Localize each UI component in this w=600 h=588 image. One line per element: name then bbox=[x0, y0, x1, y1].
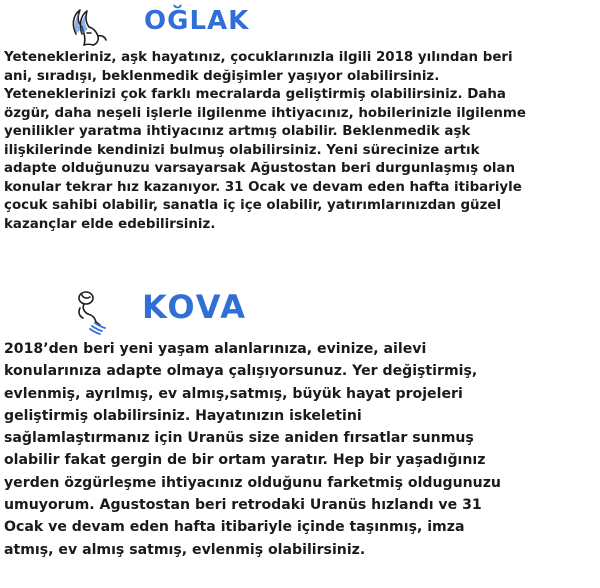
capricorn-title: OĞLAK bbox=[144, 6, 250, 36]
aquarius-section bbox=[0, 282, 600, 558]
aquarius-horoscope-text: 2018’den beri yeni yaşam alanlarınıza, evinize, ailevi konularınıza adapte olmaya çalışıyorsunuz. Yer değiştirmiş, evlenmiş, ayrılmış, ev almış,satmış, büyük hayat projeleri geliştirmiş olabilirsiniz. Hayatınızın iskeletini sağlamlaştırmanız için Uranüs size aniden fırsatlar sunmuş olabilir fakat gergin de bir ortam yaratır. Hep bir yaşadığınız yerden özgürleşme ihtiyacınız olduğunu farketmiş oldugunuzu umuyorum. Agustostan beri retrodaki Uranüs hızlandı ve 31 Ocak ve devam eden hafta itibariyle içinde taşınmış, imza atmış, ev almış satmış, evlenmiş olabilirsiniz. bbox=[4, 341, 501, 558]
capricorn-section bbox=[0, 0, 600, 232]
capricorn-goat-icon bbox=[62, 4, 118, 48]
aquarius-title: KOVA bbox=[142, 288, 248, 326]
capricorn-header bbox=[0, 0, 600, 50]
aquarius-water-bearer-icon bbox=[62, 288, 118, 336]
capricorn-horoscope-text: Yetenekleriniz, aşk hayatınız, çocuklarınızla ilgili 2018 yılından beri ani, sıradışı, beklenmedik değişimler yaşıyor olabilirsiniz. Yeteneklerinizi çok farklı mecralarda geliştirmiş olabilirsiniz. Daha özgür, daha neşeli işlerle ilgilenme ihtiyacınız, hobilerinizle ilgilenme yenilikler yaratma ihtiyacınız artmış olabilir. Beklenmedik aşk ilişkilerinde kendinizi bulmuş olabilirsiniz. Yeni sürecinize artık adapte olduğunuzu varsayarsak Ağustostan beri durgunlaşmış olan konular tekrar hız kazanıyor. 31 Ocak ve devam eden hafta itibariyle çocuk sahibi olabilir, sanatla iç içe olabilir, yatırımlarınızdan güzel kazançlar elde edebilirsiniz. bbox=[4, 50, 526, 232]
aquarius-header bbox=[0, 282, 600, 332]
